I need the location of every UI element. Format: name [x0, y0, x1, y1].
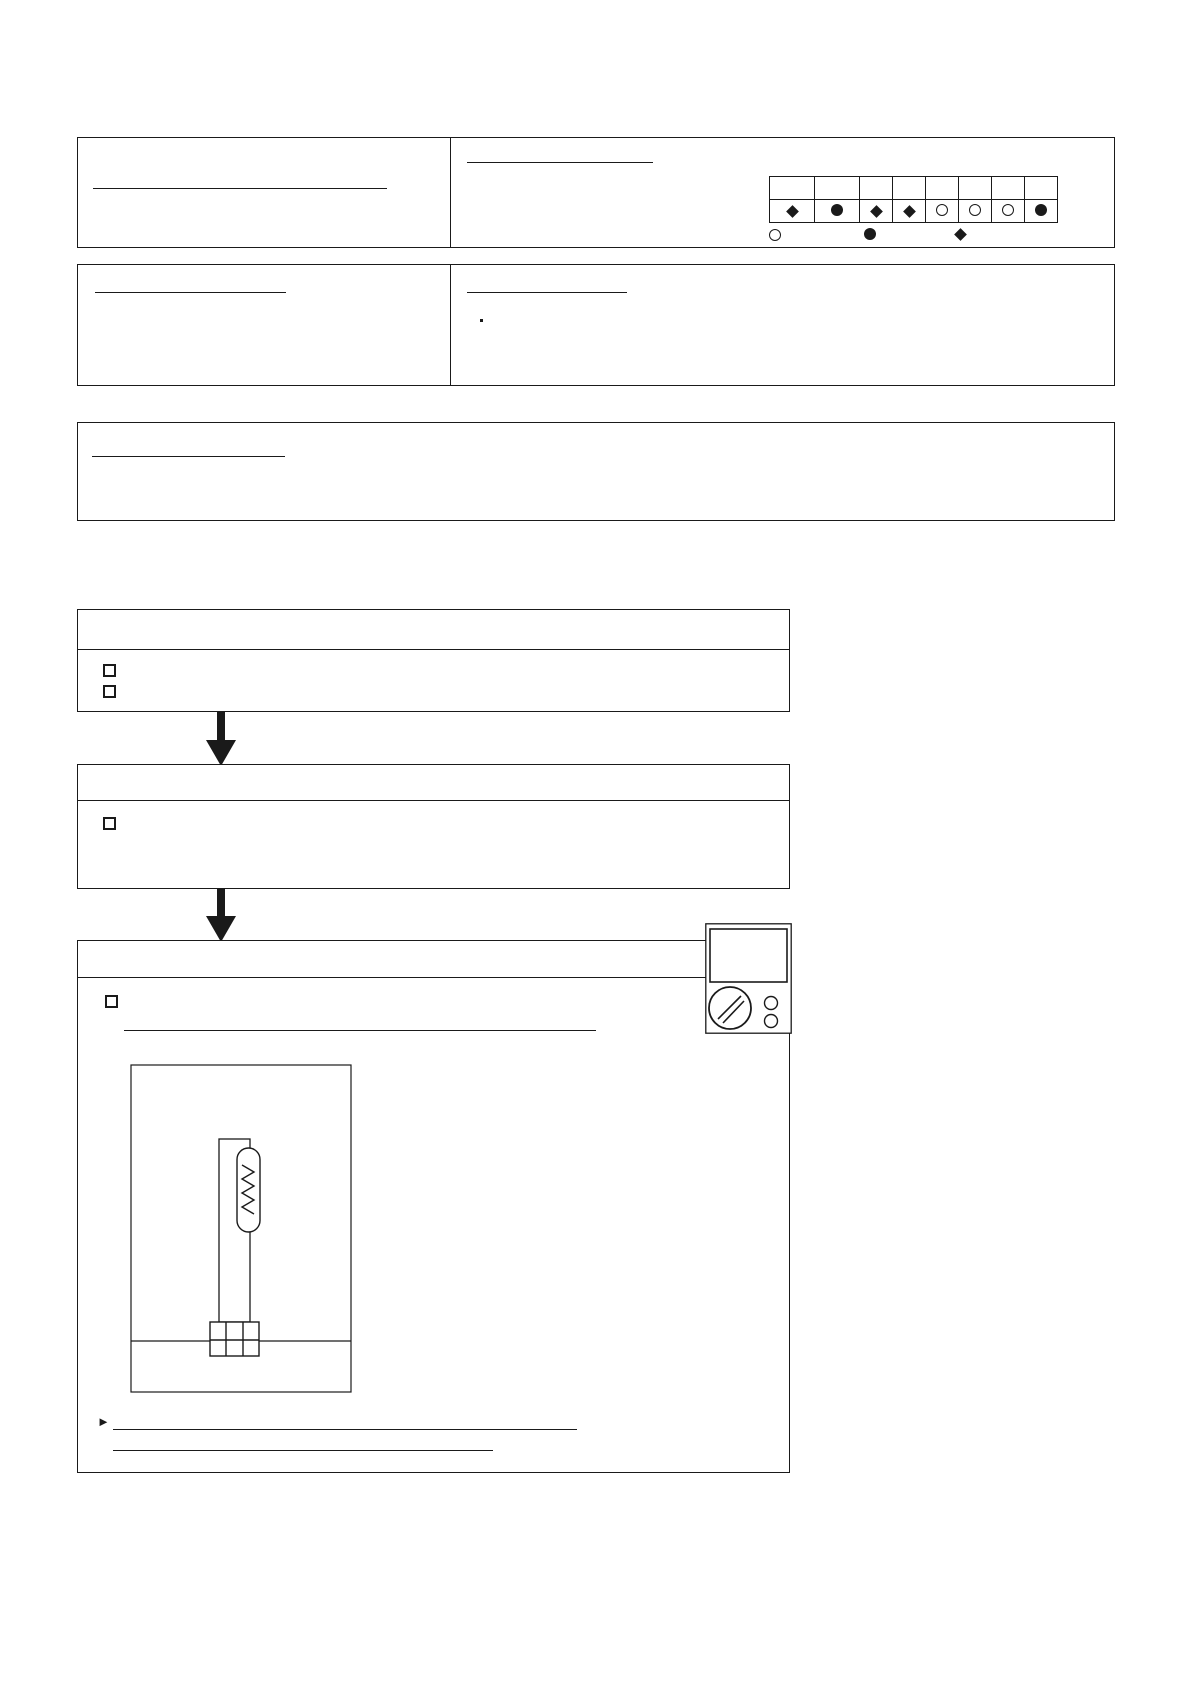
mode-symbol-cell: [815, 200, 860, 223]
legend-symbol-icon: [954, 228, 967, 241]
arrow-down-head-icon: [206, 916, 236, 942]
checkbox-icon[interactable]: [103, 664, 116, 677]
info-box-top: [77, 137, 1115, 248]
mode-symbol-cell: [770, 200, 815, 223]
checkbox-icon[interactable]: [103, 817, 116, 830]
trouble-code-heading-line: [93, 188, 387, 189]
mode-heading-line: [467, 162, 653, 163]
mode-symbol-icon: [1002, 204, 1014, 216]
info-box-middle: [77, 264, 1115, 386]
mode-table-symbol-row: [770, 200, 1058, 223]
arrow-down-icon: [217, 712, 225, 742]
cause-heading-line: [95, 292, 286, 293]
mode-cell: [959, 177, 992, 200]
info-box-bottom: [77, 422, 1115, 521]
flow-step-1: [77, 609, 790, 712]
mode-cell: [1025, 177, 1058, 200]
sensor-diagram: [130, 1064, 352, 1393]
mode-symbol-cell: [926, 200, 959, 223]
condition-heading-line: [467, 292, 627, 293]
multimeter-icon: [705, 923, 792, 1034]
flow-step-2: [77, 764, 790, 889]
mode-cell: [893, 177, 926, 200]
mode-symbol-icon: [831, 204, 843, 216]
mode-symbol-icon: [786, 205, 799, 218]
mode-symbol-cell: [860, 200, 893, 223]
checkbox-icon[interactable]: [105, 995, 118, 1008]
note-marker: ►: [97, 1414, 110, 1429]
checkbox-icon[interactable]: [103, 685, 116, 698]
info-box-top-divider: [450, 138, 451, 247]
mode-symbol-icon: [903, 205, 916, 218]
mode-symbol-cell: [1025, 200, 1058, 223]
remark-heading-line: [92, 456, 285, 457]
legend-symbol-icon: [769, 229, 781, 241]
mode-symbol-cell: [959, 200, 992, 223]
mode-table: [769, 176, 1058, 223]
mode-cell: [992, 177, 1025, 200]
mode-symbol-icon: [936, 204, 948, 216]
flow-step-3: [77, 940, 790, 1473]
mode-symbol-cell: [992, 200, 1025, 223]
mode-symbol-cell: [893, 200, 926, 223]
arrow-down-head-icon: [206, 740, 236, 766]
step-1-title-divider: [78, 649, 789, 650]
info-box-middle-divider: [450, 265, 451, 385]
note-line-2: [113, 1450, 493, 1451]
mode-cell: [770, 177, 815, 200]
bullet-icon: [480, 319, 483, 322]
step-2-title-divider: [78, 800, 789, 801]
mode-cell: [926, 177, 959, 200]
note-line-1: [113, 1429, 577, 1430]
mode-cell: [860, 177, 893, 200]
mode-cell: [815, 177, 860, 200]
mode-symbol-icon: [870, 205, 883, 218]
mode-symbol-icon: [969, 204, 981, 216]
arrow-down-icon: [217, 889, 225, 919]
step-3-title-divider: [78, 977, 789, 978]
mode-table-header-row: [770, 177, 1058, 200]
step-3-item-underline: [124, 1030, 596, 1031]
mode-symbol-icon: [1035, 204, 1047, 216]
legend-symbol-icon: [864, 228, 876, 240]
